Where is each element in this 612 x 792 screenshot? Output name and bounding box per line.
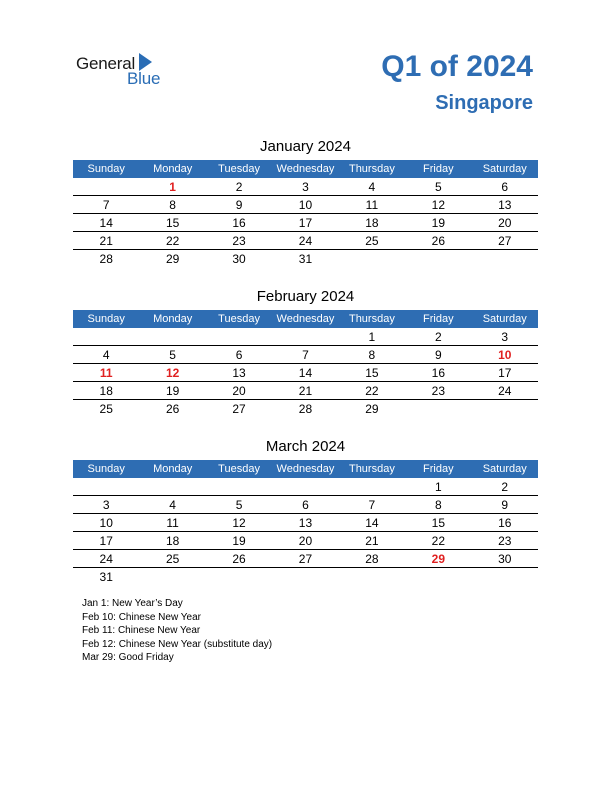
day-cell: 1 [169, 180, 176, 194]
day-cell: 11 [365, 198, 379, 212]
holiday-note: Feb 11: Chinese New Year [82, 625, 201, 636]
day-cell [405, 400, 471, 417]
month-grid [73, 310, 538, 417]
day-cell [272, 328, 338, 345]
day-cell: 20 [298, 534, 313, 548]
day-cell [206, 328, 272, 345]
weekday-label: Wednesday [276, 463, 335, 475]
day-cell: 27 [232, 402, 246, 416]
day-cell [339, 568, 405, 585]
month-title: February 2024 [256, 288, 355, 305]
weekday-label: Friday [423, 163, 454, 175]
day-cell [472, 250, 538, 267]
week-row [73, 400, 538, 417]
day-cell: 30 [232, 252, 246, 266]
day-cell: 17 [298, 216, 313, 230]
month-grid [73, 160, 538, 267]
day-cell: 5 [235, 498, 243, 512]
weekday-header [73, 310, 538, 328]
day-cell: 19 [232, 534, 246, 548]
weekday-header [73, 460, 538, 478]
month-title: January 2024 [260, 138, 351, 155]
week-row [73, 364, 538, 382]
week-row [73, 568, 538, 585]
week-row [73, 346, 538, 364]
logo-general-text: General [76, 54, 136, 73]
weekday-label: Sunday [87, 163, 125, 175]
day-cell: 29 [165, 252, 180, 266]
day-cell: 20 [232, 384, 246, 398]
week-row [73, 328, 538, 346]
holiday-note: Mar 29: Good Friday [82, 652, 174, 663]
day-cell: 3 [501, 330, 509, 344]
day-cell: 6 [501, 180, 509, 194]
day-cell [339, 250, 405, 267]
month-grid [73, 460, 538, 585]
day-cell: 22 [365, 384, 379, 398]
day-cell: 29 [431, 552, 445, 566]
day-cell: 16 [232, 216, 246, 230]
week-row [73, 214, 538, 232]
day-cell: 27 [498, 234, 512, 248]
day-cell [73, 478, 139, 495]
weekday-label: Monday [153, 163, 193, 175]
day-cell: 19 [431, 216, 445, 230]
day-cell [206, 568, 272, 585]
day-cell: 25 [165, 552, 180, 566]
day-cell: 28 [365, 552, 379, 566]
week-row [73, 514, 538, 532]
day-cell: 26 [431, 234, 445, 248]
holiday-note: Jan 1: New Year’s Day [82, 598, 183, 609]
week-row [73, 532, 538, 550]
day-cell: 10 [298, 198, 313, 212]
logo [76, 52, 176, 88]
day-cell: 22 [431, 534, 445, 548]
month-february [73, 286, 538, 417]
day-cell: 31 [99, 570, 113, 584]
day-cell [472, 568, 538, 585]
day-cell: 15 [365, 366, 379, 380]
day-cell: 9 [501, 498, 509, 512]
day-cell: 24 [298, 234, 313, 248]
day-cell [405, 250, 471, 267]
weekday-label: Saturday [482, 463, 527, 475]
day-cell: 27 [298, 552, 313, 566]
day-cell: 7 [368, 498, 376, 512]
day-cell [139, 478, 205, 495]
weekday-label: Sunday [87, 463, 125, 475]
day-cell: 18 [365, 216, 379, 230]
weekday-label: Thursday [348, 313, 395, 325]
day-cell: 29 [365, 402, 379, 416]
day-cell: 2 [501, 480, 509, 494]
weekday-label: Tuesday [218, 163, 260, 175]
weekday-label: Wednesday [276, 163, 335, 175]
day-cell: 17 [99, 534, 113, 548]
weekday-label: Monday [153, 463, 193, 475]
day-cell [405, 568, 471, 585]
day-cell: 25 [365, 234, 379, 248]
day-cell: 2 [235, 180, 243, 194]
weekday-header [73, 160, 538, 178]
day-cell: 14 [99, 216, 113, 230]
day-cell: 16 [498, 516, 512, 530]
holiday-notes [82, 597, 272, 665]
day-cell: 13 [232, 366, 246, 380]
weekday-label: Friday [423, 313, 454, 325]
day-cell [73, 178, 139, 195]
day-cell: 6 [302, 498, 309, 512]
day-cell: 18 [165, 534, 180, 548]
day-cell: 14 [365, 516, 379, 530]
day-cell: 20 [498, 216, 512, 230]
day-cell: 24 [99, 552, 113, 566]
week-row [73, 496, 538, 514]
day-cell: 9 [434, 348, 442, 362]
day-cell: 2 [434, 330, 442, 344]
day-cell: 13 [298, 516, 313, 530]
day-cell: 12 [165, 366, 180, 380]
day-cell [472, 400, 538, 417]
day-cell [139, 568, 205, 585]
day-cell: 15 [431, 516, 445, 530]
day-cell: 14 [298, 366, 313, 380]
day-cell: 7 [102, 198, 110, 212]
weekday-label: Saturday [482, 313, 527, 325]
week-row [73, 250, 538, 267]
weekday-label: Sunday [87, 313, 125, 325]
day-cell: 4 [169, 498, 176, 512]
day-cell: 23 [431, 384, 445, 398]
day-cell: 5 [434, 180, 442, 194]
day-cell: 23 [498, 534, 512, 548]
day-cell: 19 [165, 384, 180, 398]
day-cell: 4 [102, 348, 110, 362]
day-cell: 26 [165, 402, 180, 416]
week-row [73, 382, 538, 400]
day-cell: 25 [99, 402, 113, 416]
day-cell [272, 568, 338, 585]
weekday-label: Tuesday [218, 463, 260, 475]
day-cell: 24 [498, 384, 512, 398]
day-cell: 30 [498, 552, 512, 566]
weekday-label: Monday [153, 313, 193, 325]
day-cell: 3 [302, 180, 309, 194]
day-cell: 4 [368, 180, 376, 194]
week-row [73, 550, 538, 568]
day-cell: 26 [232, 552, 246, 566]
day-cell: 22 [165, 234, 180, 248]
day-cell: 17 [498, 366, 512, 380]
weekday-label: Thursday [348, 163, 395, 175]
day-cell: 6 [235, 348, 243, 362]
day-cell: 28 [298, 402, 313, 416]
week-row [73, 178, 538, 196]
day-cell: 9 [235, 198, 243, 212]
holiday-note: Feb 12: Chinese New Year (substitute day) [82, 638, 273, 650]
day-cell [339, 478, 405, 495]
day-cell: 23 [232, 234, 246, 248]
logo-blue-text: Blue [127, 69, 161, 88]
weekday-label: Tuesday [218, 313, 260, 325]
day-cell [73, 328, 139, 345]
weekday-label: Friday [423, 463, 454, 475]
day-cell: 12 [232, 516, 246, 530]
day-cell [272, 478, 338, 495]
weekday-label: Saturday [482, 163, 527, 175]
weekday-label: Wednesday [276, 313, 335, 325]
country-name: Singapore [435, 92, 533, 114]
day-cell: 3 [102, 498, 110, 512]
day-cell: 1 [434, 480, 442, 494]
day-cell: 12 [431, 198, 445, 212]
day-cell: 11 [166, 516, 179, 530]
day-cell: 18 [99, 384, 113, 398]
day-cell: 8 [434, 498, 442, 512]
weekday-label: Thursday [348, 463, 395, 475]
day-cell: 10 [99, 516, 113, 530]
day-cell [206, 478, 272, 495]
week-row [73, 478, 538, 496]
day-cell: 21 [298, 384, 313, 398]
day-cell: 1 [368, 330, 376, 344]
day-cell [139, 328, 205, 345]
holiday-note: Feb 10: Chinese New Year [82, 611, 201, 623]
day-cell: 8 [169, 198, 176, 212]
week-row [73, 196, 538, 214]
day-cell: 13 [498, 198, 512, 212]
day-cell: 21 [99, 234, 113, 248]
day-cell: 5 [169, 348, 176, 362]
day-cell: 31 [298, 252, 313, 266]
day-cell: 28 [99, 252, 113, 266]
page-title: Q1 of 2024 [381, 50, 533, 83]
day-cell: 11 [99, 366, 113, 380]
month-march [73, 436, 538, 585]
day-cell: 15 [165, 216, 180, 230]
day-cell: 10 [498, 348, 512, 362]
day-cell: 16 [431, 366, 445, 380]
day-cell: 7 [302, 348, 309, 362]
day-cell: 21 [365, 534, 379, 548]
month-january [73, 136, 538, 267]
month-title: March 2024 [265, 438, 346, 455]
day-cell: 8 [368, 348, 376, 362]
week-row [73, 232, 538, 250]
